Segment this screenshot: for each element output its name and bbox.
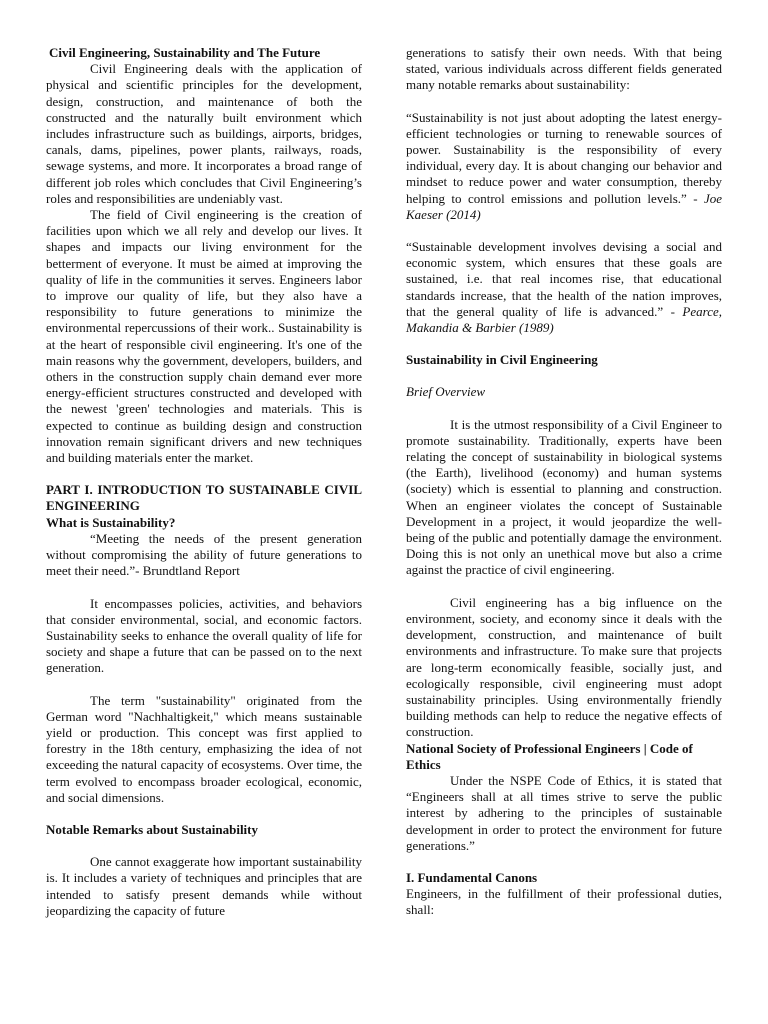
kaeser-quote [406,110,722,223]
brief-overview-heading: Brief Overview [406,384,486,400]
notable-remarks-heading: Notable Remarks about Sustainability [46,821,258,837]
pearce-quote-author: Pearce, Makandia & Barbier (1989) [406,303,722,336]
left-column [46,45,362,919]
part-one-heading: PART I. INTRODUCTION TO SUSTAINABLE CIVIL ENGINEERING [46,482,362,514]
kaeser-quote-author: Joe Kaeser (2014) [406,190,722,222]
remarks-continuation: generations to satisfy their own needs. With that being stated, various individuals across different fields generated many notable remarks about sustainability: [406,45,722,93]
pearce-quote [406,239,722,336]
kaeser-quote-text: “Sustainability is not just about adopting the latest energy-efficient technologies or turning to renewable sources of power. Sustainability is the responsibility of every individual, every day. It is about changing our behavior and mindset to reduce power and water consumption, thereby helping to control emissions and pollution levels.” - [406,109,722,206]
fundamental-canons-heading: I. Fundamental Canons [406,869,538,885]
nspe-heading: National Society of Professional Engineers | Code of Ethics [406,740,693,772]
brundtland-quote: “Meeting the needs of the present generation without compromising the ability of future generations to meet their need.”- Brundtland Report [46,530,362,579]
definition-paragraph: It encompasses policies, activities, and behaviors that consider environmental, social, and economic factors. Sustainability seeks to enhance the overall quality of life for society and shape a future that can be passed on to the next generation. [46,595,362,676]
what-is-sustainability-heading: What is Sustainability? [46,514,176,530]
document-title: Civil Engineering, Sustainability and The Future [49,45,321,60]
sustainability-in-ce-heading: Sustainability in Civil Engineering [406,352,598,368]
influence-paragraph: Civil engineering has a big influence on the environment, society, and economy since it deals with the development, construction, and maintenance of built environments and infrastructure. To make sure that projects are long-term economically feasible, socially just, and ecologically responsible, civil engineering must adopt sustainability principles. Using environmentally friendly building methods can help to reduce the negative effects of construction. [406,594,722,740]
intro-paragraph-1: Civil Engineering deals with the application of physical and scientific principles for the development, design, construction, and maintenance of both the constructed and the naturally built environment which includes infrastructure such as buildings, airports, bridges, canals, dams, pipelines, power plants, railways, roads, sewage systems, and more. It incorporates a broad range of different job roles which concludes that Civil Engineering’s roles and responsibilities are undeniably vast. [46,61,362,206]
remarks-intro-paragraph: One cannot exaggerate how important sustainability is. It includes a variety of techniques and principles that are intended to satisfy present demands while without jeopardizing the capacity of future [46,854,362,918]
intro-paragraph-2: The field of Civil engineering is the creation of facilities upon which we all rely and develop our lives. It shapes and impacts our living environment for the betterment of everyone. It must be aimed at improving the quality of life in the communities it serves. Engineers labor to improve our quality of life, but they also have a responsibility to future generations to minimize the environmental repercussions of their work.. Sustainability is at the heart of responsible civil engineering. It's one of the main reasons why the government, developers, builders, and others in the construction supply chain demand ever more energy-efficient structures constructed and developed with the newest 'green' technologies and materials. This is expected to continue as building design and construction innovation remain significant drivers and new techniques and building materials enter the market. [46,207,362,466]
nspe-paragraph: Under the NSPE Code of Ethics, it is stated that “Engineers shall at all times strive to serve the public interest by adhering to the principles of sustainable development in order to protect the environment for future generations.” [406,772,722,853]
right-column [406,45,722,919]
responsibility-paragraph: It is the utmost responsibility of a Civil Engineer to promote sustainability. Traditionally, experts have been relating the concept of sustainability in biological systems (the Earth), livelihood (economy) and human systems (society) which is essential to planning and construction. When an engineer violates the concept of Sustainable Development in a project, it would jeopardize the well-being of the public and potentially damage the environment. Doing this is not only an unethical move but also a crime against the practice of civil engineering. [406,416,722,578]
pearce-quote-text: “Sustainable development involves devising a social and economic system, which ensures that these goals are sustained, i.e. that real incomes rise, that educational standards increase, that the health of the nation improves, that the general quality of life is advanced.” - [406,239,722,319]
canons-intro: Engineers, in the fulfillment of their professional duties, shall: [406,886,722,918]
origin-paragraph: The term "sustainability" originated from the German word "Nachhaltigkeit," which means sustainable yield or production. This concept was first applied to forestry in the 18th century, emphasizing the idea of not exceeding the natural capacity of ecosystems. Over time, the term evolved to encompass broader ecological, economic, and social dimensions. [46,692,362,805]
